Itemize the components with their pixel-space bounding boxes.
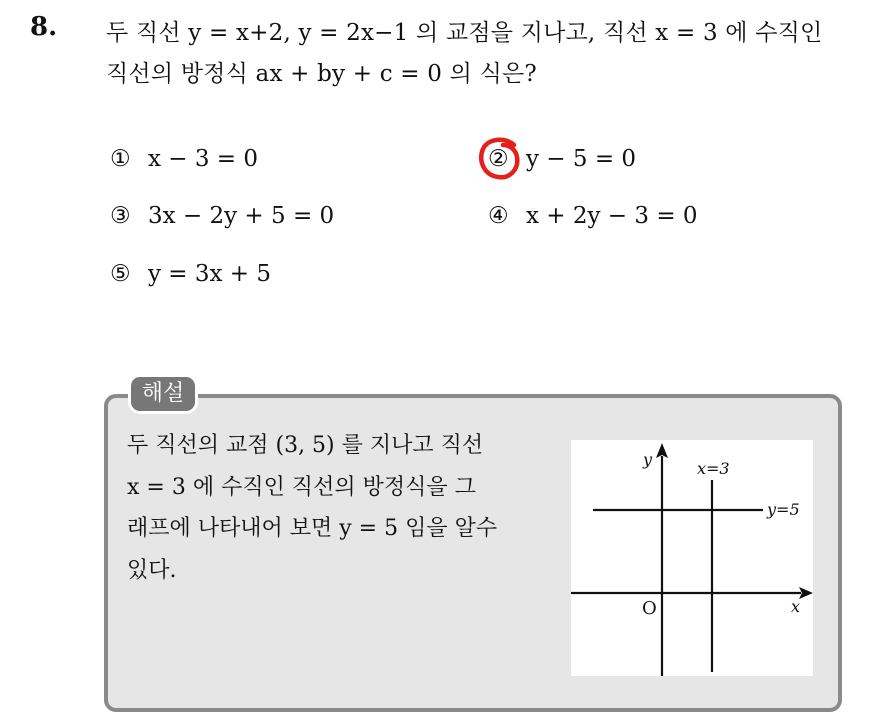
choice-text: x − 3 = 0 [148,146,259,172]
origin-label: O [642,598,657,619]
solution-line-3: 래프에 나타내어 보면 y = 5 임을 알수 [127,516,498,541]
choice-1[interactable] [110,146,258,172]
choice-text: 3x − 2y + 5 = 0 [148,203,335,229]
choice-text: y − 5 = 0 [526,146,637,172]
graph-svg [571,440,813,676]
choice-number: ② [488,146,509,172]
choice-4[interactable] [488,203,698,229]
y-axis-label: y [643,450,653,469]
question-text-line-2: 직선의 방정식 ax + by + c = 0 의 식은? [106,61,537,87]
choice-3[interactable] [110,203,334,229]
choice-number: ① [110,146,131,172]
x-axis-arrow-icon [799,587,813,599]
horizontal-line-label: y=5 [767,500,800,519]
choice-number: ⑤ [110,261,131,287]
choice-text: x + 2y − 3 = 0 [526,203,698,229]
choice-5[interactable] [110,261,271,287]
question-number: 8. [30,12,58,42]
solution-tag: 해설 [128,374,198,414]
x-axis-label: x [791,597,801,616]
question-text-line-1: 두 직선 y = x+2, y = 2x−1 의 교점을 지나고, 직선 x = 3 에 수직인 [106,20,823,46]
choice-number: ④ [488,203,509,229]
solution-line-1: 두 직선의 교점 (3, 5) 를 지나고 직선 [127,433,484,458]
solution-line-4: 있다. [127,558,177,583]
choice-number: ③ [110,203,131,229]
solution-graph [571,440,813,676]
choice-text: y = 3x + 5 [148,261,272,287]
vertical-line-label: x=3 [697,459,730,478]
solution-line-2: x = 3 에 수직인 직선의 방정식을 그 [127,475,476,500]
y-axis-arrow-icon [656,443,668,458]
choice-2[interactable] [488,146,636,172]
